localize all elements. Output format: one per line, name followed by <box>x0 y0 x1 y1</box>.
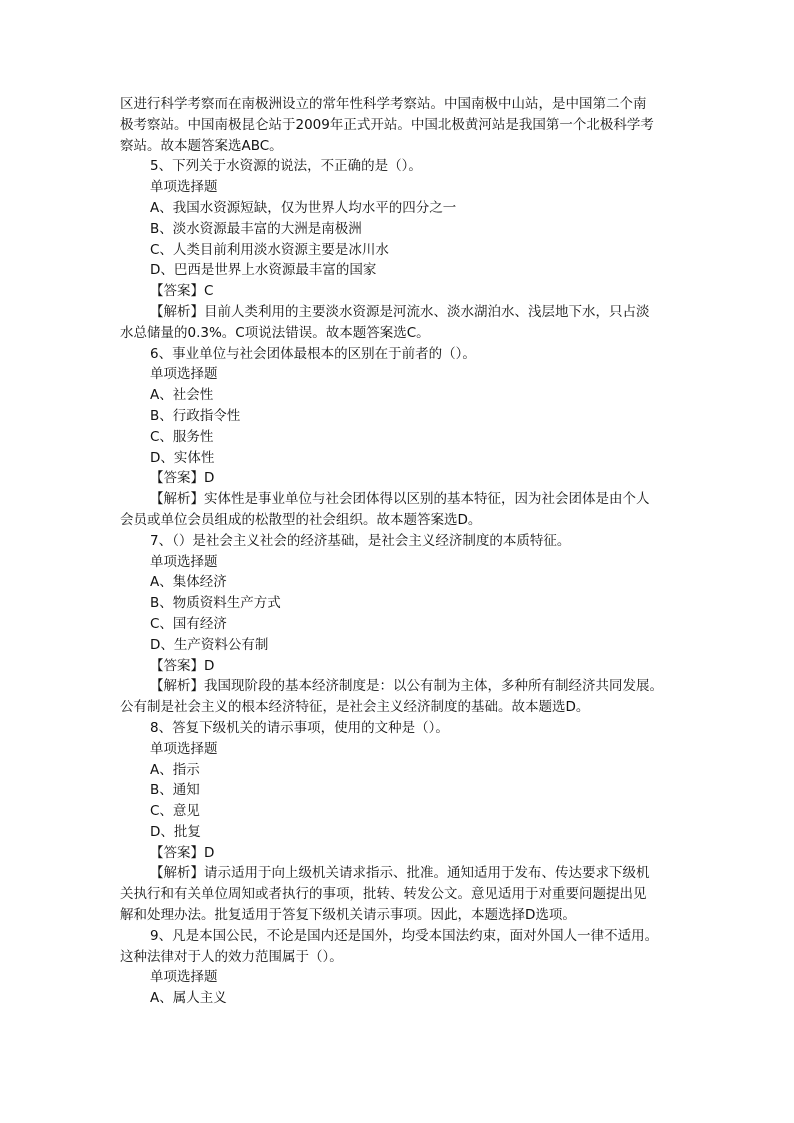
question-7-option-c: C、国有经济 <box>150 615 227 632</box>
question-7-option-d: D、生产资料公有制 <box>150 636 269 653</box>
question-7-answer: 【答案】D <box>150 657 215 674</box>
question-7-analysis: 公有制是社会主义的根本经济特征，是社会主义经济制度的基础。故本题选D。 <box>120 699 590 716</box>
question-5-stem: 5、下列关于水资源的说法，不正确的是（）。 <box>150 158 422 175</box>
question-6-option-c: C、服务性 <box>150 428 214 445</box>
question-5-option-a: A、我国水资源短缺，仅为世界人均水平的四分之一 <box>150 199 457 216</box>
question-8-option-c: C、意见 <box>150 803 200 820</box>
question-5-answer: 【答案】C <box>150 283 214 300</box>
text-line: 察站。故本题答案选ABC。 <box>120 137 283 154</box>
page-content <box>120 94 678 1009</box>
question-6-type: 单项选择题 <box>150 366 218 383</box>
question-9-stem: 这种法律对于人的效力范围属于（）。 <box>120 948 343 965</box>
question-7-stem: 7、（）是社会主义社会的经济基础，是社会主义经济制度的本质特征。 <box>150 532 571 549</box>
question-8-option-b: B、通知 <box>150 782 200 799</box>
question-6-option-a: A、社会性 <box>150 387 214 404</box>
question-6-answer: 【答案】D <box>150 470 215 487</box>
question-6-stem: 6、事业单位与社会团体最根本的区别在于前者的（）。 <box>150 345 476 362</box>
question-6-analysis: 【解析】实体性是事业单位与社会团体得以区别的基本特征，因为社会团体是由个人 <box>150 491 650 508</box>
text-line: 区进行科学考察而在南极洲设立的常年性科学考察站。中国南极中山站，是中国第二个南 <box>120 96 647 112</box>
question-9-option-a: A、属人主义 <box>150 990 227 1007</box>
question-8-type: 单项选择题 <box>150 740 218 757</box>
text-line: 极考察站。中国南极昆仑站于2009年正式开站。中国北极黄河站是我国第一个北极科学考 <box>120 116 654 133</box>
question-5-analysis: 水总储量的0.3%。C项说法错误。故本题答案选C。 <box>120 324 430 341</box>
question-6-option-b: B、行政指令性 <box>150 407 241 424</box>
question-8-analysis: 关执行和有关单位周知或者执行的事项，批转、转发公文。意见适用于对重要问题提出见 <box>120 886 647 903</box>
question-5-option-c: C、人类目前利用淡水资源主要是冰川水 <box>150 241 389 258</box>
question-7-option-b: B、物质资料生产方式 <box>150 595 281 612</box>
question-8-analysis: 【解析】请示适用于向上级机关请求指示、批准。通知适用于发布、传达要求下级机 <box>150 865 650 882</box>
question-7-type: 单项选择题 <box>150 553 218 570</box>
question-8-answer: 【答案】D <box>150 844 215 861</box>
question-7-option-a: A、集体经济 <box>150 574 227 591</box>
question-9-type: 单项选择题 <box>150 969 218 986</box>
question-8-stem: 8、答复下级机关的请示事项，使用的文种是（）。 <box>150 719 449 736</box>
question-8-analysis: 解和处理办法。批复适用于答复下级机关请示事项。因此，本题选择D选项。 <box>120 907 576 924</box>
question-6-option-d: D、实体性 <box>150 449 215 466</box>
question-8-option-a: A、指示 <box>150 761 200 778</box>
question-5-option-b: B、淡水资源最丰富的大洲是南极洲 <box>150 220 362 237</box>
question-5-option-d: D、巴西是世界上水资源最丰富的国家 <box>150 262 377 279</box>
question-5-type: 单项选择题 <box>150 179 218 196</box>
question-6-analysis: 会员或单位会员组成的松散型的社会组织。故本题答案选D。 <box>120 511 482 528</box>
question-5-analysis: 【解析】目前人类利用的主要淡水资源是河流水、淡水湖泊水、浅层地下水，只占淡 <box>150 303 650 320</box>
question-7-analysis: 【解析】我国现阶段的基本经济制度是：以公有制为主体，多种所有制经济共同发展。 <box>150 678 663 695</box>
question-8-option-d: D、批复 <box>150 823 201 840</box>
question-9-stem: 9、凡是本国公民，不论是国内还是国外，均受本国法约束，面对外国人一律不适用。 <box>150 927 659 944</box>
